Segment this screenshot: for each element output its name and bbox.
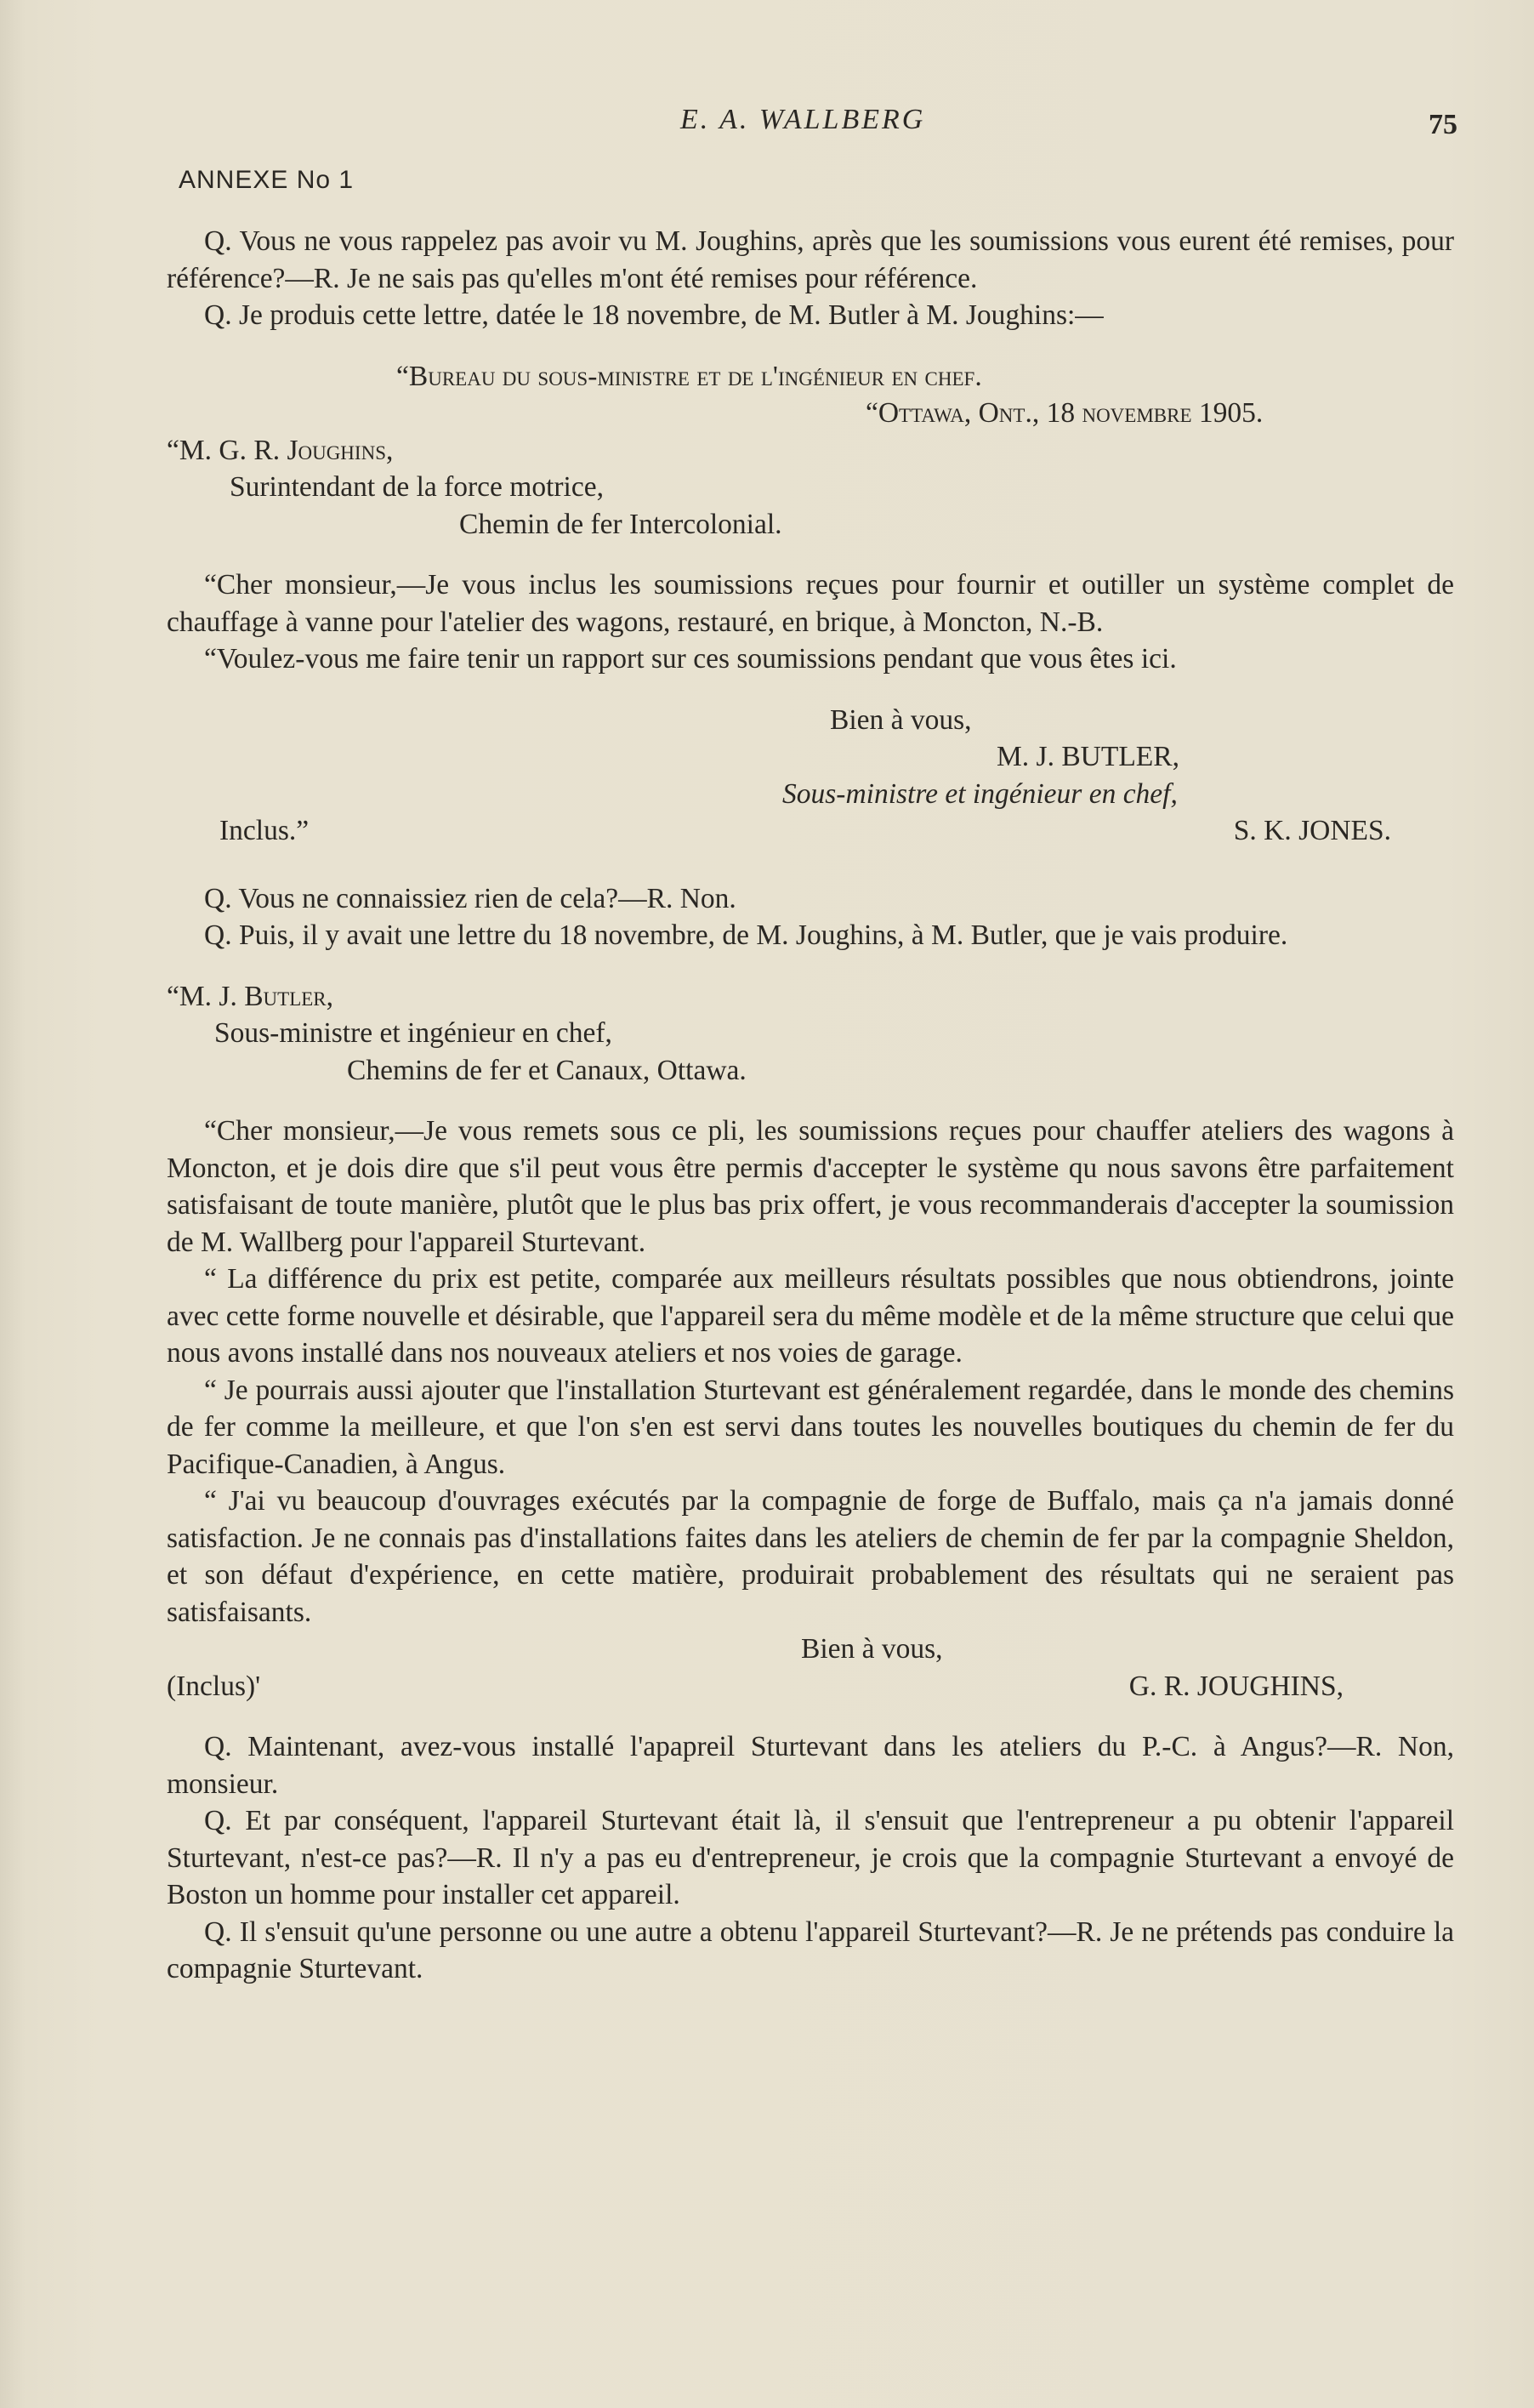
letter-closing: Bien à vous, [830,703,972,736]
letter-joughins [167,978,1454,1705]
letter-addressee-org: Chemins de fer et Canaux, Ottawa. [347,1054,747,1086]
letter-place-date: “Ottawa, Ont., 18 novembre 1905. [866,397,1264,429]
question-answer: Q. Et par conséquent, l'appareil Sturtevant était là, il s'ensuit que l'entrepreneur a pu obtenir l'appareil Sturtevant, n'est-ce pas?—R. Il n'y a pas eu d'entrepreneur, je crois que la compagnie Sturtevant a envoyé de Boston un homme pour installer cet appareil. [167,1805,1454,1910]
paragraph: Q. Je produis cette lettre, datée le 18 novembre, de M. Butler à M. Joughins:— [204,299,1104,331]
page-header [0,104,1534,155]
letter-footer [167,1668,1454,1705]
letter-closing: Bien à vous, [801,1633,943,1665]
letter-initials: S. K. JONES. [1233,815,1391,846]
letter-body: “ Je pourrais aussi ajouter que l'installation Sturtevant est généralement regardée, dans le monde des chemins de fer comme la meilleure, et que l'on s'en est servi dans toutes les nouvelles boutiques du chemin de fer du Pacifique-Canadien, à Angus. [167,1374,1454,1480]
letter-addressee-title: Surintendant de la force motrice, [230,471,604,503]
letter-body: “ J'ai vu beaucoup d'ouvrages exécutés par la compagnie de forge de Buffalo, mais ça n'a jamais donné satisfaction. Je ne connais pas d'installations faites dans les ateliers de chemin de fer par la compagnie Sheldon, et son défaut d'expérience, en cette matière, produirait probablement des résultats qui ne seraient pas satisfaisants. [167,1485,1454,1628]
letter-office: “Bureau du sous-ministre et de l'ingénieur en chef. [396,360,982,392]
letter-body: “ La différence du prix est petite, comparée aux meilleurs résultats possibles que nous obtiendrons, jointe avec cette forme nouvelle et désirable, que l'appareil sera du même modèle et de la même structure que celui que nous avons installé dans nos nouveaux ateliers et nos voies de garage. [167,1263,1454,1369]
page-number: 75 [1429,109,1457,140]
paragraph: Q. Vous ne vous rappelez pas avoir vu M. Joughins, après que les soumissions vous eurent été remises, pour référence?—R. Je ne sais pas qu'elles m'ont été remises pour référence. [167,225,1454,294]
question-answer: Q. Puis, il y avait une lettre du 18 novembre, de M. Joughins, à M. Butler, que je vais produire. [204,919,1288,951]
letter-addressee-name: “M. J. Butler, [167,980,334,1012]
running-title: E. A. WALLBERG [680,104,926,135]
letter-body: “Cher monsieur,—Je vous remets sous ce pli, les soumissions reçues pour chauffer ateliers des wagons à Moncton, et je dois dire que s'il peut vous être permis d'accepter le système qu nous savons être parfaitement satisfaisant de toute manière, plutôt que le plus bas prix offert, je vous recommanderais d'accepter la soumission de M. Wallberg pour l'appareil Sturtevant. [167,1115,1454,1258]
question-answer: Q. Vous ne connaissiez rien de cela?—R. Non. [204,882,736,914]
letter-addressee-title: Sous-ministre et ingénieur en chef, [214,1017,612,1049]
question-answer: Q. Il s'ensuit qu'une personne ou une autre a obtenu l'appareil Sturtevant?—R. Je ne prétends pas conduire la compagnie Sturtevant. [167,1916,1454,1984]
question-answer: Q. Maintenant, avez-vous installé l'apapreil Sturtevant dans les ateliers du P.-C. à Angus?—R. Non, monsieur. [167,1731,1454,1800]
letter-footer [167,812,1454,850]
letter-body: “Cher monsieur,—Je vous inclus les soumissions reçues pour fournir et outiller un système complet de chauffage à vanne pour l'atelier des wagons, restauré, en brique, à Moncton, N.-B. [167,569,1454,638]
letter-enclosure: Inclus.” [219,815,310,846]
letter-signer: G. R. JOUGHINS, [1128,1670,1344,1702]
letter-butler [167,358,1454,850]
letter-body: “Voulez-vous me faire tenir un rapport sur ces soumissions pendant que vous êtes ici. [204,643,1177,675]
letter-signer-title: Sous-ministre et ingénieur en chef, [782,777,1178,810]
letter-signer: M. J. BUTLER, [997,741,1179,772]
document-body [167,223,1454,1988]
letter-addressee-name: “M. G. R. Joughins, [167,434,394,466]
annexe-label: ANNEXE No 1 [179,166,355,194]
letter-enclosure: (Inclus)' [167,1670,261,1702]
letter-addressee-org: Chemin de fer Intercolonial. [459,508,782,540]
